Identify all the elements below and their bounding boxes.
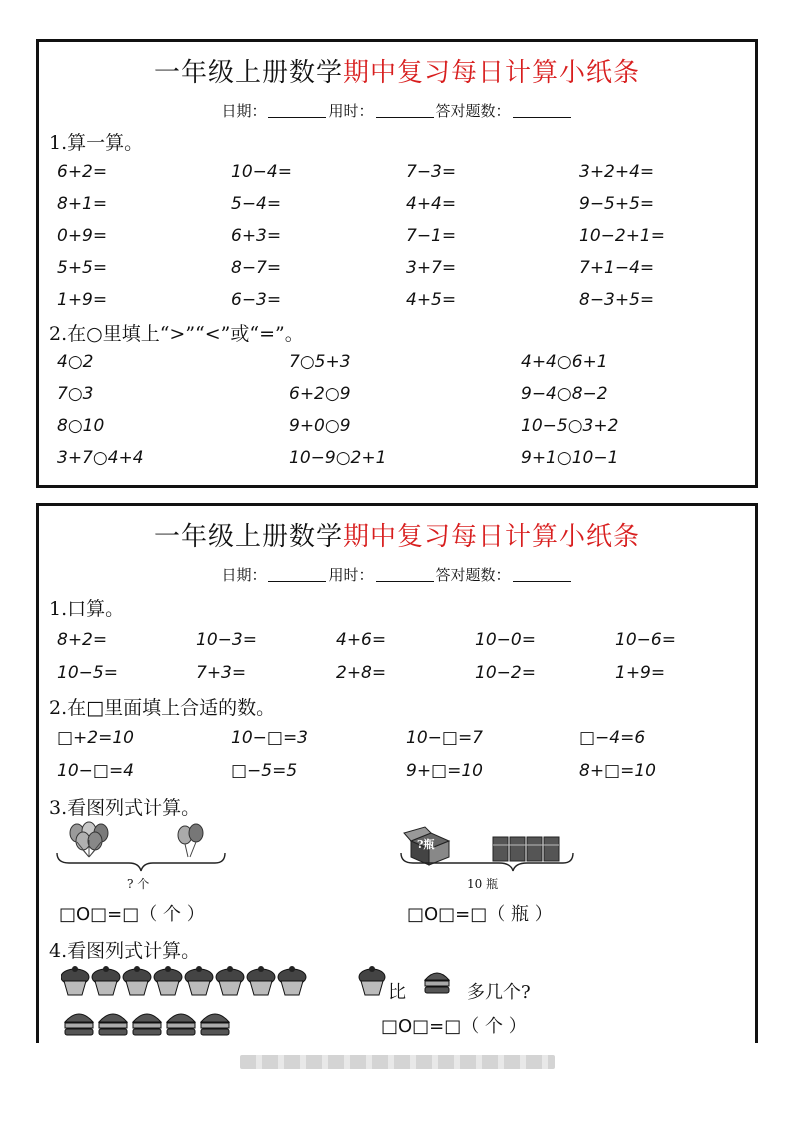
cupcake <box>123 966 151 995</box>
compare-word: 比 <box>388 982 406 1003</box>
problem-item[interactable]: 1+9= <box>615 663 666 683</box>
section-4-title: 4.看图列式计算。 <box>49 940 201 962</box>
cupcake <box>278 966 306 995</box>
problem-item[interactable]: 1+9= <box>57 290 108 310</box>
problem-item[interactable]: 10−3= <box>196 630 257 650</box>
cupcake-icon <box>359 966 385 995</box>
correct-label: 答对题数： <box>435 566 511 584</box>
cupcakes-row <box>61 966 306 995</box>
closed-boxes-icon <box>493 837 559 861</box>
section-2-title: 2.在○里填上“>”“<”或“=”。 <box>49 323 304 345</box>
burger <box>167 1014 195 1035</box>
problem-item[interactable]: 9+1○10−1 <box>521 448 619 468</box>
balloons-group-right <box>178 824 203 857</box>
problem-item[interactable]: 3+7○4+4 <box>57 448 144 468</box>
problem-item[interactable]: 8+□=10 <box>579 761 656 781</box>
burger <box>201 1014 229 1035</box>
problem-item[interactable]: 6+2○9 <box>289 384 351 404</box>
problem-item[interactable]: 9+□=10 <box>406 761 483 781</box>
problem-item[interactable]: 4○2 <box>57 352 94 372</box>
problem-item[interactable]: 7○5+3 <box>289 352 351 372</box>
problem-item[interactable]: 9−5+5= <box>579 194 655 214</box>
problem-item[interactable]: 8+2= <box>57 630 108 650</box>
cupcake <box>92 966 120 995</box>
problem-item[interactable]: 8○10 <box>57 416 105 436</box>
problem-item[interactable]: 7+3= <box>196 663 247 683</box>
problem-item[interactable]: □−4=6 <box>579 728 646 748</box>
worksheet-1 <box>36 39 758 488</box>
problem-item[interactable]: 7−1= <box>406 226 457 246</box>
problem-item[interactable]: 4+4= <box>406 194 457 214</box>
problem-item[interactable]: 0+9= <box>57 226 108 246</box>
problem-item[interactable]: 3+7= <box>406 258 457 278</box>
problem-item[interactable]: 6+3= <box>231 226 282 246</box>
time-label: 用时： <box>328 102 374 120</box>
problem-item[interactable]: 10−□=7 <box>406 728 483 748</box>
problem-item[interactable]: 10−□=3 <box>231 728 308 748</box>
cupcake <box>247 966 275 995</box>
time-blank[interactable] <box>376 103 434 118</box>
title-red-part: 期中复习每日计算小纸条 <box>343 522 641 552</box>
problem-item[interactable]: 8−7= <box>231 258 282 278</box>
left-brace-label: ? 个 <box>127 877 150 891</box>
date-blank[interactable] <box>268 567 326 582</box>
problem-item[interactable]: □−5=5 <box>231 761 298 781</box>
problem-item[interactable]: 5+5= <box>57 258 108 278</box>
problem-item[interactable]: 10−5○3+2 <box>521 416 619 436</box>
burgers-row <box>65 1014 229 1035</box>
date-blank[interactable] <box>268 103 326 118</box>
left-brace-icon <box>57 853 225 871</box>
problem-item[interactable]: 10−5= <box>57 663 118 683</box>
problem-item[interactable]: 7+1−4= <box>579 258 655 278</box>
problem-item[interactable]: 10−2= <box>475 663 536 683</box>
title-black-part: 一年级上册数学 <box>153 522 343 552</box>
section-4-equation[interactable]: □O□=□（ 个 ） <box>381 1016 527 1037</box>
problem-item[interactable]: 7−3= <box>406 162 457 182</box>
problem-item[interactable]: 2+8= <box>336 663 387 683</box>
problem-item[interactable]: 3+2+4= <box>579 162 655 182</box>
worksheet-title <box>39 52 755 89</box>
problem-item[interactable]: 7○3 <box>57 384 94 404</box>
cupcake <box>185 966 213 995</box>
worksheet-title <box>39 516 755 553</box>
section-3-title: 3.看图列式计算。 <box>49 797 201 819</box>
title-black-part: 一年级上册数学 <box>153 58 343 88</box>
cupcake <box>61 966 89 995</box>
problem-item[interactable]: 8−3+5= <box>579 290 655 310</box>
date-label: 日期： <box>221 102 267 120</box>
problem-item[interactable]: 4+5= <box>406 290 457 310</box>
cupcake <box>216 966 244 995</box>
burger <box>133 1014 161 1035</box>
problem-item[interactable]: 10−0= <box>475 630 536 650</box>
correct-blank[interactable] <box>513 103 571 118</box>
problem-item[interactable]: 10−9○2+1 <box>289 448 387 468</box>
problem-item[interactable]: 9−4○8−2 <box>521 384 608 404</box>
right-brace-label: 10 瓶 <box>467 877 499 891</box>
title-red-part: 期中复习每日计算小纸条 <box>343 58 641 88</box>
time-label: 用时： <box>328 566 374 584</box>
problem-item[interactable]: □+2=10 <box>57 728 134 748</box>
problem-item[interactable]: 4+4○6+1 <box>521 352 608 372</box>
problem-item[interactable]: 10−4= <box>231 162 292 182</box>
section-3-pictures <box>49 821 749 893</box>
time-blank[interactable] <box>376 567 434 582</box>
burger-icon <box>425 973 449 993</box>
section-3-right-equation[interactable]: □O□=□（ 瓶 ） <box>407 904 553 925</box>
cupcake <box>154 966 182 995</box>
problem-item[interactable]: 6+2= <box>57 162 108 182</box>
section-2-title: 2.在□里面填上合适的数。 <box>49 697 276 719</box>
problem-item[interactable]: 6−3= <box>231 290 282 310</box>
problem-item[interactable]: 5−4= <box>231 194 282 214</box>
section-1-title: 1.算一算。 <box>49 132 144 154</box>
burger <box>99 1014 127 1035</box>
section-3-left-equation[interactable]: □O□=□（ 个 ） <box>59 904 205 925</box>
problem-item[interactable]: 10−2+1= <box>579 226 665 246</box>
correct-label: 答对题数： <box>435 102 511 120</box>
footer-watermark-strip <box>240 1055 555 1069</box>
meta-line <box>39 564 755 585</box>
burger <box>65 1014 93 1035</box>
box-label: ?瓶 <box>417 838 435 851</box>
section-1-title: 1.口算。 <box>49 598 125 620</box>
problem-item[interactable]: 9+0○9 <box>289 416 351 436</box>
balloons-group-left <box>70 822 108 857</box>
worksheet-2 <box>36 503 758 1043</box>
date-label: 日期： <box>221 566 267 584</box>
problem-item[interactable]: 8+1= <box>57 194 108 214</box>
meta-line <box>39 100 755 121</box>
correct-blank[interactable] <box>513 567 571 582</box>
problem-item[interactable]: 10−□=4 <box>57 761 134 781</box>
compare-question: 多几个? <box>467 982 531 1003</box>
problem-item[interactable]: 10−6= <box>615 630 676 650</box>
problem-item[interactable]: 4+6= <box>336 630 387 650</box>
